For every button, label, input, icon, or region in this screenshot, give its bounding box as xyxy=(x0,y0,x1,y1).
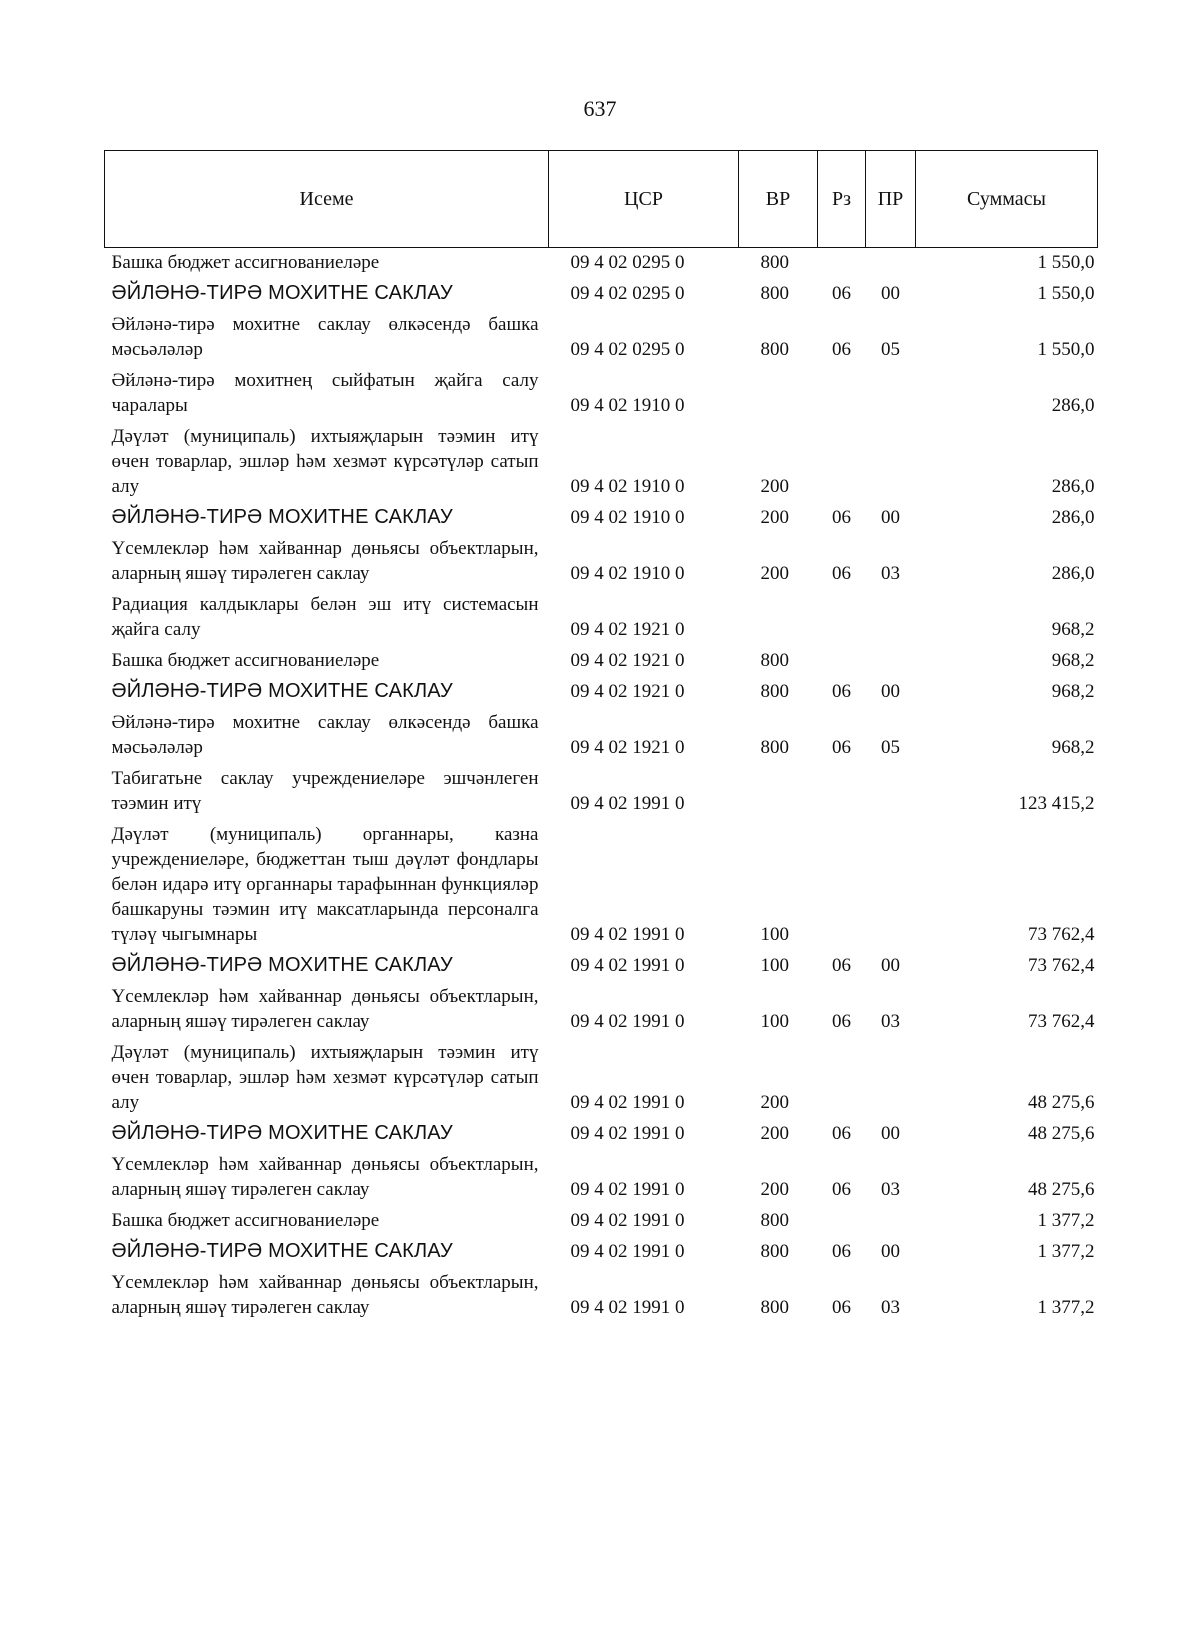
cell-pr: 00 xyxy=(881,681,900,702)
cell-pr: 03 xyxy=(881,1179,900,1200)
cell-name: Башка бюджет ассигнованиеләре xyxy=(111,252,380,273)
table-row xyxy=(105,1236,1098,1267)
cell-pr xyxy=(866,589,916,645)
cell-vr xyxy=(739,763,818,819)
cell-name: Дәүләт (муниципаль) ихтыяҗларын тәэмин итү өчен товарлар, эшләр һәм хезмәт күрсәтүләр сатып алу xyxy=(111,426,539,497)
cell-name: Үсемлекләр һәм хайваннар дөньясы объектларын, аларның яшәү тирәлеген саклау xyxy=(111,538,539,584)
cell-vr: 800 xyxy=(760,252,789,273)
cell-rz: 06 xyxy=(832,283,851,304)
cell-csr: 09 4 02 1921 0 xyxy=(570,650,685,671)
table-row xyxy=(105,533,1098,589)
table-row xyxy=(105,819,1098,950)
cell-sum: 73 762,4 xyxy=(1028,1011,1095,1032)
cell-rz: 06 xyxy=(832,1123,851,1144)
table-row xyxy=(105,1267,1098,1323)
table-row xyxy=(105,365,1098,421)
cell-csr: 09 4 02 1991 0 xyxy=(570,924,685,945)
cell-pr: 03 xyxy=(881,1297,900,1318)
cell-csr: 09 4 02 1991 0 xyxy=(570,1210,685,1231)
cell-csr: 09 4 02 0295 0 xyxy=(570,283,685,304)
table-row xyxy=(105,1149,1098,1205)
cell-rz xyxy=(818,819,866,950)
cell-vr: 200 xyxy=(760,1179,789,1200)
cell-pr xyxy=(866,365,916,421)
cell-rz: 06 xyxy=(832,681,851,702)
cell-csr: 09 4 02 1991 0 xyxy=(570,1297,685,1318)
cell-sum: 1 377,2 xyxy=(1037,1241,1095,1262)
cell-sum: 1 550,0 xyxy=(1037,339,1095,360)
cell-vr: 800 xyxy=(760,737,789,758)
cell-pr: 00 xyxy=(881,1123,900,1144)
cell-csr: 09 4 02 1910 0 xyxy=(570,395,685,416)
cell-name: ӘЙЛӘНӘ-ТИРӘ МОХИТНЕ САКЛАУ xyxy=(111,506,453,528)
cell-sum: 48 275,6 xyxy=(1028,1092,1095,1113)
cell-pr: 00 xyxy=(881,283,900,304)
cell-csr: 09 4 02 1910 0 xyxy=(570,563,685,584)
cell-pr: 00 xyxy=(881,955,900,976)
cell-rz xyxy=(818,1205,866,1236)
cell-vr: 200 xyxy=(760,507,789,528)
cell-sum: 48 275,6 xyxy=(1028,1123,1095,1144)
table-row xyxy=(105,502,1098,533)
cell-vr: 800 xyxy=(760,1241,789,1262)
cell-csr: 09 4 02 1991 0 xyxy=(570,1092,685,1113)
cell-pr xyxy=(866,645,916,676)
cell-rz xyxy=(818,763,866,819)
table-row xyxy=(105,981,1098,1037)
cell-vr: 800 xyxy=(760,283,789,304)
cell-name: Башка бюджет ассигнованиеләре xyxy=(111,650,380,671)
cell-rz xyxy=(818,1037,866,1118)
budget-table xyxy=(104,150,1098,1323)
cell-sum: 286,0 xyxy=(1051,563,1095,584)
cell-name: Радиация калдыклары белән эш итү системасын җайга салу xyxy=(111,594,539,640)
cell-sum: 286,0 xyxy=(1051,507,1095,528)
cell-vr: 200 xyxy=(760,563,789,584)
cell-name: Дәүләт (муниципаль) органнары, казна учреждениеләре, бюджеттан тыш дәүләт фондлары белән идарә итү органнары тарафыннан функцияләр башкаруны тәэмин итү максатларында персоналга түләү чыгымнары xyxy=(111,824,539,945)
cell-rz: 06 xyxy=(832,1241,851,1262)
table-body xyxy=(105,248,1098,1324)
cell-name: ӘЙЛӘНӘ-ТИРӘ МОХИТНЕ САКЛАУ xyxy=(111,282,453,304)
cell-sum: 968,2 xyxy=(1051,737,1095,758)
header-vr: ВР xyxy=(739,151,818,248)
cell-pr: 00 xyxy=(881,1241,900,1262)
cell-pr xyxy=(866,421,916,502)
cell-name: Әйләнә-тирә мохитнең сыйфатын җайга салу чаралары xyxy=(111,370,539,416)
cell-sum: 48 275,6 xyxy=(1028,1179,1095,1200)
table-row xyxy=(105,1037,1098,1118)
cell-rz xyxy=(818,365,866,421)
cell-rz: 06 xyxy=(832,1297,851,1318)
cell-rz: 06 xyxy=(832,339,851,360)
table-row xyxy=(105,763,1098,819)
cell-vr: 100 xyxy=(760,1011,789,1032)
header-rz: Рз xyxy=(818,151,866,248)
cell-sum: 968,2 xyxy=(1051,650,1095,671)
cell-name: ӘЙЛӘНӘ-ТИРӘ МОХИТНЕ САКЛАУ xyxy=(111,954,453,976)
header-sum: Суммасы xyxy=(916,151,1098,248)
cell-name: Әйләнә-тирә мохитне саклау өлкәсендә башка мәсьәләләр xyxy=(111,314,539,360)
cell-name: Дәүләт (муниципаль) ихтыяҗларын тәэмин итү өчен товарлар, эшләр һәм хезмәт күрсәтүләр сатып алу xyxy=(111,1042,539,1113)
cell-csr: 09 4 02 1910 0 xyxy=(570,476,685,497)
cell-rz: 06 xyxy=(832,563,851,584)
header-name: Исеме xyxy=(105,151,549,248)
cell-pr: 03 xyxy=(881,1011,900,1032)
cell-csr: 09 4 02 1910 0 xyxy=(570,507,685,528)
table-row xyxy=(105,421,1098,502)
cell-sum: 1 550,0 xyxy=(1037,252,1095,273)
cell-csr: 09 4 02 0295 0 xyxy=(570,252,685,273)
cell-vr: 200 xyxy=(760,1123,789,1144)
cell-pr xyxy=(866,1037,916,1118)
table-row xyxy=(105,248,1098,279)
table-row xyxy=(105,645,1098,676)
cell-rz: 06 xyxy=(832,507,851,528)
cell-vr xyxy=(739,365,818,421)
table-row xyxy=(105,707,1098,763)
cell-rz: 06 xyxy=(832,737,851,758)
cell-rz: 06 xyxy=(832,1179,851,1200)
cell-pr xyxy=(866,763,916,819)
cell-sum: 123 415,2 xyxy=(1018,793,1095,814)
cell-pr: 05 xyxy=(881,339,900,360)
cell-csr: 09 4 02 0295 0 xyxy=(570,339,685,360)
cell-rz: 06 xyxy=(832,955,851,976)
cell-vr: 100 xyxy=(760,924,789,945)
cell-sum: 968,2 xyxy=(1051,681,1095,702)
cell-vr: 200 xyxy=(760,1092,789,1113)
cell-name: Башка бюджет ассигнованиеләре xyxy=(111,1210,380,1231)
cell-name: Табигатьне саклау учреждениеләре эшчәнлеген тәэмин итү xyxy=(111,768,539,814)
cell-vr xyxy=(739,589,818,645)
header-pr: ПР xyxy=(866,151,916,248)
cell-csr: 09 4 02 1921 0 xyxy=(570,619,685,640)
cell-pr: 03 xyxy=(881,563,900,584)
cell-csr: 09 4 02 1991 0 xyxy=(570,793,685,814)
table-row xyxy=(105,1118,1098,1149)
cell-sum: 1 377,2 xyxy=(1037,1297,1095,1318)
cell-rz xyxy=(818,421,866,502)
cell-sum: 1 550,0 xyxy=(1037,283,1095,304)
cell-pr xyxy=(866,1205,916,1236)
cell-name: ӘЙЛӘНӘ-ТИРӘ МОХИТНЕ САКЛАУ xyxy=(111,1122,453,1144)
cell-name: Үсемлекләр һәм хайваннар дөньясы объектларын, аларның яшәү тирәлеген саклау xyxy=(111,1154,539,1200)
cell-sum: 73 762,4 xyxy=(1028,955,1095,976)
cell-vr: 800 xyxy=(760,1297,789,1318)
cell-vr: 200 xyxy=(760,476,789,497)
cell-pr: 05 xyxy=(881,737,900,758)
cell-csr: 09 4 02 1991 0 xyxy=(570,955,685,976)
cell-name: Әйләнә-тирә мохитне саклау өлкәсендә башка мәсьәләләр xyxy=(111,712,539,758)
cell-name: ӘЙЛӘНӘ-ТИРӘ МОХИТНЕ САКЛАУ xyxy=(111,1240,453,1262)
cell-sum: 1 377,2 xyxy=(1037,1210,1095,1231)
table-row xyxy=(105,1205,1098,1236)
cell-csr: 09 4 02 1921 0 xyxy=(570,737,685,758)
header-csr: ЦСР xyxy=(549,151,739,248)
cell-sum: 968,2 xyxy=(1051,619,1095,640)
table-header xyxy=(105,151,1098,248)
cell-rz xyxy=(818,248,866,279)
cell-sum: 286,0 xyxy=(1051,395,1095,416)
cell-name: Үсемлекләр һәм хайваннар дөньясы объектларын, аларның яшәү тирәлеген саклау xyxy=(111,986,539,1032)
cell-pr xyxy=(866,819,916,950)
cell-vr: 800 xyxy=(760,339,789,360)
cell-csr: 09 4 02 1991 0 xyxy=(570,1011,685,1032)
page-number: 637 xyxy=(583,96,617,121)
cell-rz xyxy=(818,645,866,676)
cell-pr: 00 xyxy=(881,507,900,528)
cell-csr: 09 4 02 1991 0 xyxy=(570,1179,685,1200)
table-row xyxy=(105,309,1098,365)
cell-vr: 800 xyxy=(760,650,789,671)
cell-rz: 06 xyxy=(832,1011,851,1032)
table-row xyxy=(105,278,1098,309)
table-row xyxy=(105,589,1098,645)
cell-rz xyxy=(818,589,866,645)
cell-pr xyxy=(866,248,916,279)
cell-vr: 800 xyxy=(760,1210,789,1231)
cell-name: Үсемлекләр һәм хайваннар дөньясы объектларын, аларның яшәү тирәлеген саклау xyxy=(111,1272,539,1318)
cell-csr: 09 4 02 1991 0 xyxy=(570,1241,685,1262)
cell-sum: 73 762,4 xyxy=(1028,924,1095,945)
cell-csr: 09 4 02 1991 0 xyxy=(570,1123,685,1144)
cell-sum: 286,0 xyxy=(1051,476,1095,497)
cell-vr: 800 xyxy=(760,681,789,702)
cell-vr: 100 xyxy=(760,955,789,976)
cell-name: ӘЙЛӘНӘ-ТИРӘ МОХИТНЕ САКЛАУ xyxy=(111,680,453,702)
table-row xyxy=(105,950,1098,981)
table-row xyxy=(105,676,1098,707)
cell-csr: 09 4 02 1921 0 xyxy=(570,681,685,702)
